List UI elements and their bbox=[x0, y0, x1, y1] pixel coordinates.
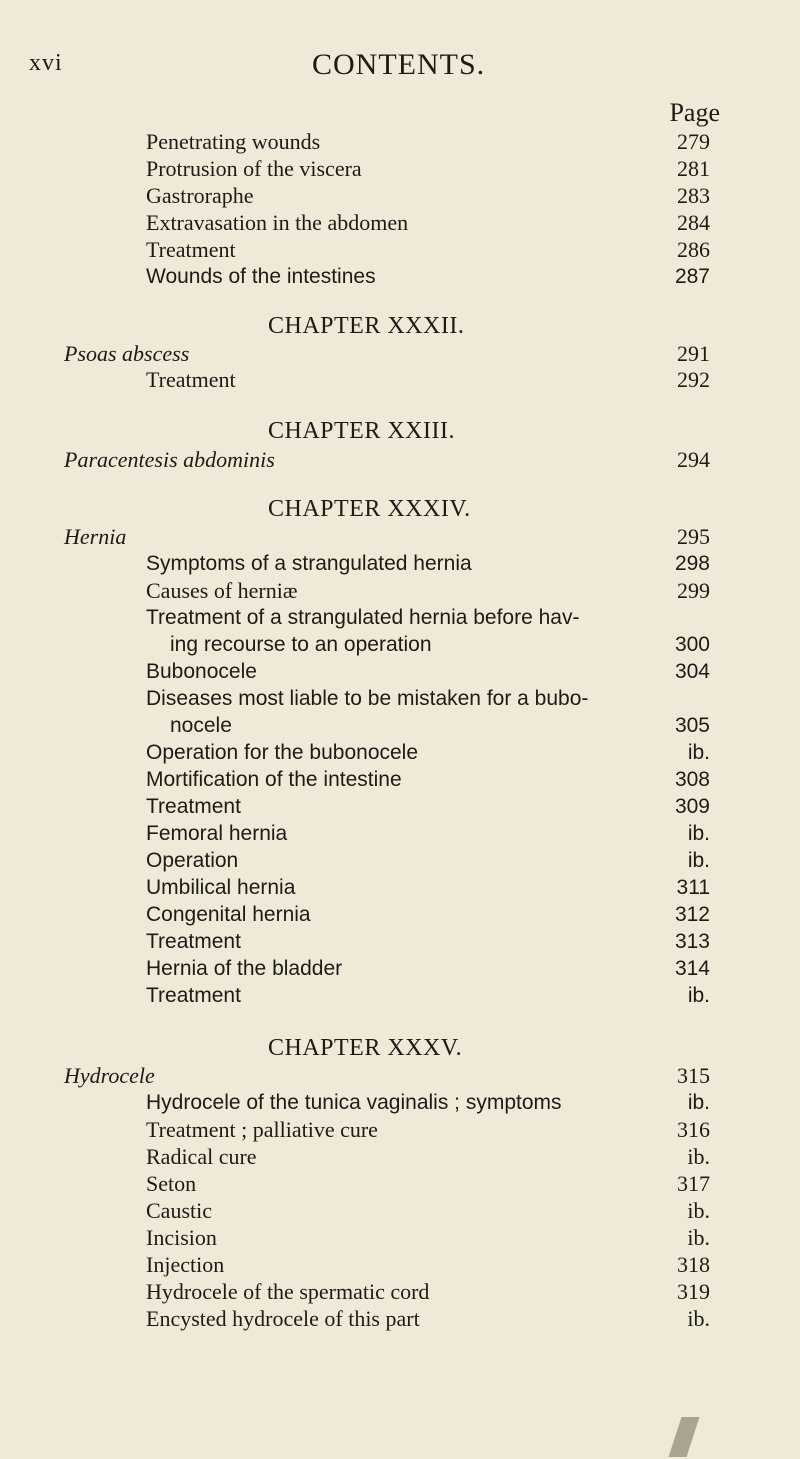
entry-page: 304 bbox=[674, 660, 710, 683]
entry-page: 286 bbox=[677, 237, 710, 262]
chapter-label-row bbox=[64, 340, 710, 368]
toc-entry-continued bbox=[170, 631, 710, 659]
entry-text: Caustic bbox=[146, 1198, 212, 1223]
entry-text: Seton bbox=[146, 1171, 197, 1196]
toc-entry bbox=[146, 820, 710, 848]
entry-text: Injection bbox=[146, 1252, 225, 1277]
running-title: CONTENTS. bbox=[312, 48, 486, 81]
entry-page: 312 bbox=[674, 903, 710, 926]
entry-page: 298 bbox=[674, 552, 710, 575]
entry-page: 314 bbox=[674, 957, 710, 980]
entry-page: 283 bbox=[677, 183, 710, 208]
entry-text: Hernia bbox=[64, 524, 127, 549]
entry-text: Causes of herniæ bbox=[146, 578, 298, 603]
entry-text: Femoral hernia bbox=[146, 822, 288, 845]
entry-text: Penetrating wounds bbox=[146, 129, 321, 154]
entry-text: Incision bbox=[146, 1225, 217, 1250]
entry-page: 309 bbox=[674, 795, 710, 818]
toc-entry bbox=[146, 209, 710, 237]
toc-entry bbox=[146, 1305, 710, 1333]
entry-page: ib. bbox=[687, 849, 710, 872]
toc-entry bbox=[146, 928, 710, 956]
toc-entry bbox=[146, 236, 710, 264]
entry-page: 279 bbox=[677, 129, 710, 154]
ink-smudge bbox=[669, 1417, 700, 1457]
toc-entry bbox=[146, 1170, 710, 1198]
toc-entry bbox=[146, 982, 710, 1010]
toc-entry bbox=[146, 1089, 710, 1117]
entry-text: Psoas abscess bbox=[64, 341, 190, 366]
entry-page: ib. bbox=[687, 1198, 710, 1223]
entry-text: Radical cure bbox=[146, 1144, 257, 1169]
entry-page: 284 bbox=[677, 210, 710, 235]
toc-entry bbox=[146, 766, 710, 794]
toc-entry bbox=[146, 847, 710, 875]
entry-text: Gastroraphe bbox=[146, 183, 254, 208]
toc-entry bbox=[146, 577, 710, 605]
folio-number: xvi bbox=[29, 50, 63, 76]
chapter-label-row bbox=[64, 446, 710, 474]
entry-text: Treatment of a strangulated hernia before hav- bbox=[146, 606, 580, 629]
toc-entry bbox=[146, 874, 710, 902]
entry-text: Protrusion of the viscera bbox=[146, 156, 362, 181]
entry-text: Treatment bbox=[146, 237, 236, 262]
chapter-label-row bbox=[64, 523, 710, 551]
entry-text: nocele bbox=[170, 714, 232, 737]
chapter-heading: CHAPTER XXXIV. bbox=[268, 496, 471, 522]
entry-page: 318 bbox=[677, 1252, 710, 1277]
toc-entry bbox=[146, 366, 710, 394]
entry-text: Treatment bbox=[146, 930, 241, 953]
page-header bbox=[0, 48, 800, 88]
toc-entry-continued bbox=[170, 712, 710, 740]
toc-entry bbox=[146, 793, 710, 821]
entry-page: 287 bbox=[674, 265, 710, 288]
toc-entry bbox=[146, 955, 710, 983]
toc-entry bbox=[146, 1278, 710, 1306]
entry-page: 315 bbox=[677, 1063, 710, 1088]
entry-page: ib. bbox=[687, 984, 710, 1007]
entry-text: Hydrocele of the spermatic cord bbox=[146, 1279, 430, 1304]
entry-page: ib. bbox=[687, 1306, 710, 1331]
entry-page: ib. bbox=[687, 1091, 710, 1114]
entry-text: Symptoms of a strangulated hernia bbox=[146, 552, 472, 575]
toc-entry bbox=[146, 1197, 710, 1225]
entry-page: 316 bbox=[677, 1117, 710, 1142]
entry-text: Treatment bbox=[146, 984, 241, 1007]
toc-entry bbox=[146, 604, 710, 632]
toc-entry bbox=[146, 901, 710, 929]
toc-entry bbox=[146, 263, 710, 291]
entry-text: Paracentesis abdominis bbox=[64, 447, 275, 472]
toc-entry bbox=[146, 739, 710, 767]
entry-text: Umbilical hernia bbox=[146, 876, 296, 899]
chapter-heading: CHAPTER XXIII. bbox=[268, 418, 455, 444]
entry-text: Bubonocele bbox=[146, 660, 257, 683]
entry-text: Treatment bbox=[146, 795, 241, 818]
chapter-heading: CHAPTER XXXV. bbox=[268, 1035, 463, 1061]
entry-page: 313 bbox=[674, 930, 710, 953]
toc-entry bbox=[146, 128, 710, 156]
entry-page: ib. bbox=[687, 1225, 710, 1250]
entry-text: Extravasation in the abdomen bbox=[146, 210, 409, 235]
entry-page: 295 bbox=[677, 524, 710, 549]
entry-text: Hydrocele of the tunica vaginalis ; symptoms bbox=[146, 1091, 562, 1114]
toc-entry bbox=[146, 1116, 710, 1144]
entry-text: Treatment ; palliative cure bbox=[146, 1117, 378, 1142]
entry-text: Treatment bbox=[146, 367, 236, 392]
entry-page: 291 bbox=[677, 341, 710, 366]
toc-entry bbox=[146, 1224, 710, 1252]
entry-page: ib. bbox=[687, 822, 710, 845]
page-column-label: Page bbox=[669, 98, 720, 127]
entry-page: 281 bbox=[677, 156, 710, 181]
entry-page: ib. bbox=[687, 1144, 710, 1169]
entry-page: 292 bbox=[677, 367, 710, 392]
entry-page: 308 bbox=[674, 768, 710, 791]
toc-entry bbox=[146, 155, 710, 183]
entry-text: Operation for the bubonocele bbox=[146, 741, 419, 764]
entry-page: ib. bbox=[687, 741, 710, 764]
entry-page: 319 bbox=[677, 1279, 710, 1304]
entry-text: Mortification of the intestine bbox=[146, 768, 402, 791]
entry-page: 300 bbox=[674, 633, 710, 656]
toc-entry bbox=[146, 685, 710, 713]
entry-page: 317 bbox=[677, 1171, 710, 1196]
entry-page: 305 bbox=[674, 714, 710, 737]
entry-text: Congenital hernia bbox=[146, 903, 311, 926]
chapter-heading: CHAPTER XXXII. bbox=[268, 313, 465, 339]
toc-entry bbox=[146, 550, 710, 578]
toc-entry bbox=[146, 1143, 710, 1171]
entry-page: 294 bbox=[677, 447, 710, 472]
entry-text: Hernia of the bladder bbox=[146, 957, 343, 980]
entry-text: Encysted hydrocele of this part bbox=[146, 1306, 420, 1331]
entry-text: Hydrocele bbox=[64, 1063, 155, 1088]
entry-text: Diseases most liable to be mistaken for a bubo- bbox=[146, 687, 589, 710]
entry-text: ing recourse to an operation bbox=[170, 633, 432, 656]
entry-page: 299 bbox=[677, 578, 710, 603]
toc-entry bbox=[146, 182, 710, 210]
entry-page: 311 bbox=[676, 876, 710, 899]
entry-text: Operation bbox=[146, 849, 239, 872]
toc-entry bbox=[146, 1251, 710, 1279]
entry-text: Wounds of the intestines bbox=[146, 265, 376, 288]
toc-entry bbox=[146, 658, 710, 686]
chapter-label-row bbox=[64, 1062, 710, 1090]
